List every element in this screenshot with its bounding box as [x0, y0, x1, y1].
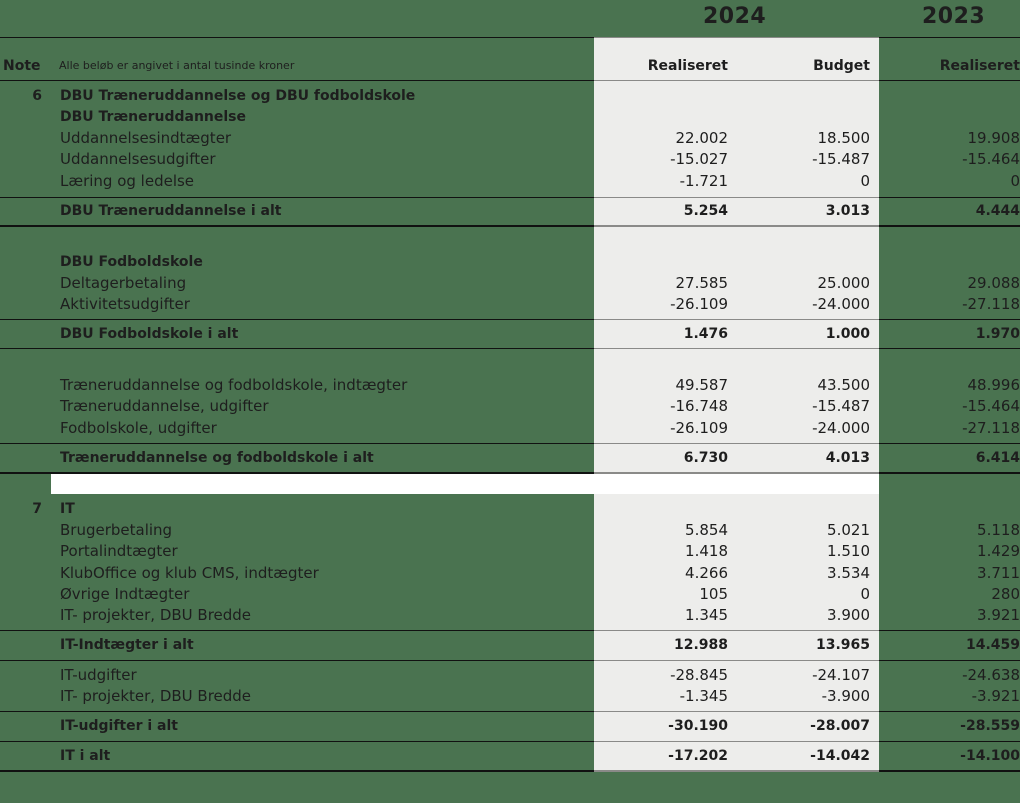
- value-2023-realiseret: 1.970: [975, 326, 1020, 342]
- table-row: [0, 149, 1020, 170]
- value-2023-realiseret: -24.638: [962, 666, 1020, 684]
- value-2024-realiseret: 4.266: [685, 564, 728, 582]
- value-2024-budget: 0: [860, 585, 870, 603]
- subtotal-row: [0, 635, 1020, 656]
- value-2024-realiseret: -26.109: [670, 419, 728, 437]
- value-2024-budget: 1.510: [827, 542, 870, 560]
- value-2024-realiseret: -17.202: [668, 748, 728, 764]
- divider: [0, 225, 1020, 227]
- value-2023-realiseret: 3.711: [977, 564, 1020, 582]
- value-2024-budget: 3.900: [827, 606, 870, 624]
- table-row: [0, 294, 1020, 315]
- row-label: Uddannelsesudgifter: [60, 150, 216, 168]
- value-2023-realiseret: 280: [991, 585, 1020, 603]
- value-2024-budget: 4.013: [825, 450, 870, 466]
- note-column-header: Note: [3, 58, 41, 74]
- table-row: [0, 418, 1020, 439]
- value-2024-realiseret: 49.587: [675, 376, 728, 394]
- col-header-2024-realiseret: Realiseret: [647, 58, 728, 74]
- table-row: [0, 520, 1020, 541]
- row-label: IT-udgifter: [60, 666, 137, 684]
- table-row: [0, 686, 1020, 707]
- subtotal-row: [0, 201, 1020, 222]
- value-2024-budget: 13.965: [815, 637, 870, 653]
- value-2023-realiseret: 4.444: [975, 203, 1020, 219]
- value-2024-budget: -15.487: [812, 150, 870, 168]
- table-row: [0, 171, 1020, 192]
- value-2023-realiseret: 48.996: [967, 376, 1020, 394]
- value-2024-realiseret: 5.254: [683, 203, 728, 219]
- value-2024-budget: -3.900: [821, 687, 870, 705]
- value-2024-realiseret: -16.748: [670, 397, 728, 415]
- value-2023-realiseret: -27.118: [962, 295, 1020, 313]
- table-row: [0, 86, 1020, 107]
- value-2024-realiseret: -1.721: [679, 172, 728, 190]
- table-row: [0, 396, 1020, 417]
- value-2024-realiseret: -28.845: [670, 666, 728, 684]
- divider: [0, 443, 1020, 444]
- table-row: [0, 584, 1020, 605]
- value-2024-realiseret: 1.418: [685, 542, 728, 560]
- divider: [0, 348, 1020, 349]
- table-row: [0, 605, 1020, 626]
- value-2024-realiseret: 27.585: [675, 274, 728, 292]
- value-2024-realiseret: -15.027: [670, 150, 728, 168]
- row-label: Fodbolskole, udgifter: [60, 419, 217, 437]
- value-2024-budget: 1.000: [825, 326, 870, 342]
- value-2023-realiseret: 6.414: [975, 450, 1020, 466]
- value-2024-budget: 3.013: [825, 203, 870, 219]
- value-2024-realiseret: -30.190: [668, 718, 728, 734]
- table-row: [0, 499, 1020, 520]
- row-label: Aktivitetsudgifter: [60, 295, 190, 313]
- value-2024-budget: 5.021: [827, 521, 870, 539]
- value-2024-budget: -14.042: [810, 748, 870, 764]
- table-row: [0, 541, 1020, 562]
- value-2024-budget: -15.487: [812, 397, 870, 415]
- value-2023-realiseret: 3.921: [977, 606, 1020, 624]
- table-row: [0, 107, 1020, 128]
- note-number: 7: [32, 501, 42, 517]
- divider: [0, 660, 1020, 661]
- value-2024-budget: 0: [860, 172, 870, 190]
- amount-unit-description: Alle beløb er angivet i antal tusinde kroner: [59, 59, 295, 72]
- value-2023-realiseret: -3.921: [971, 687, 1020, 705]
- value-2023-realiseret: -27.118: [962, 419, 1020, 437]
- value-2023-realiseret: 5.118: [977, 521, 1020, 539]
- row-label: Deltagerbetaling: [60, 274, 187, 292]
- divider: [0, 80, 1020, 81]
- row-label: IT- projekter, DBU Bredde: [60, 606, 252, 624]
- value-2024-realiseret: 105: [699, 585, 728, 603]
- col-header-2024-budget: Budget: [813, 58, 870, 74]
- value-2024-realiseret: 22.002: [675, 129, 728, 147]
- divider: [0, 770, 1020, 772]
- value-2024-budget: 25.000: [817, 274, 870, 292]
- value-2023-realiseret: -28.559: [960, 718, 1020, 734]
- row-label: DBU Træneruddannelse i alt: [60, 203, 282, 219]
- value-2024-budget: 43.500: [817, 376, 870, 394]
- value-2023-realiseret: -15.464: [962, 150, 1020, 168]
- row-label: DBU Træneruddannelse: [60, 109, 246, 125]
- divider: [0, 319, 1020, 320]
- value-2023-realiseret: 0: [1010, 172, 1020, 190]
- divider: [0, 711, 1020, 712]
- value-2024-realiseret: 6.730: [683, 450, 728, 466]
- section-separator: [51, 474, 879, 494]
- row-label: IT: [60, 501, 75, 517]
- row-label: Portalindtægter: [60, 542, 178, 560]
- year-2024-heading: 2024: [703, 4, 767, 29]
- row-label: IT- projekter, DBU Bredde: [60, 687, 252, 705]
- total-row: [0, 448, 1020, 469]
- table-row: [0, 665, 1020, 686]
- row-label: Uddannelsesindtægter: [60, 129, 232, 147]
- value-2023-realiseret: -14.100: [960, 748, 1020, 764]
- table-row: [0, 563, 1020, 584]
- value-2024-realiseret: 1.345: [685, 606, 728, 624]
- divider: [0, 630, 1020, 631]
- table-row: [0, 128, 1020, 149]
- value-2024-realiseret: 1.476: [683, 326, 728, 342]
- value-2023-realiseret: -15.464: [962, 397, 1020, 415]
- value-2024-realiseret: -1.345: [679, 687, 728, 705]
- value-2023-realiseret: 1.429: [977, 542, 1020, 560]
- value-2024-budget: -24.000: [812, 419, 870, 437]
- value-2024-realiseret: 5.854: [685, 521, 728, 539]
- row-label: Træneruddannelse og fodboldskole i alt: [60, 450, 374, 466]
- row-label: DBU Fodboldskole: [60, 254, 203, 270]
- row-label: DBU Fodboldskole i alt: [60, 326, 239, 342]
- note-number: 6: [32, 88, 42, 104]
- subtotal-row: [0, 324, 1020, 345]
- col-header-2023-realiseret: Realiseret: [939, 58, 1020, 74]
- row-label: Træneruddannelse og fodboldskole, indtægter: [60, 376, 408, 394]
- value-2024-budget: -24.000: [812, 295, 870, 313]
- total-row: [0, 746, 1020, 767]
- value-2023-realiseret: 14.459: [965, 637, 1020, 653]
- row-label: IT-udgifter i alt: [60, 718, 178, 734]
- row-label: IT-Indtægter i alt: [60, 637, 194, 653]
- row-label: IT i alt: [60, 748, 111, 764]
- value-2024-budget: 18.500: [817, 129, 870, 147]
- row-label: KlubOffice og klub CMS, indtægter: [60, 564, 319, 582]
- value-2023-realiseret: 19.908: [967, 129, 1020, 147]
- value-2024-budget: 3.534: [827, 564, 870, 582]
- row-label: Brugerbetaling: [60, 521, 173, 539]
- table-row: [0, 273, 1020, 294]
- value-2024-budget: -28.007: [810, 718, 870, 734]
- divider: [0, 37, 1020, 38]
- row-label: DBU Træneruddannelse og DBU fodboldskole: [60, 88, 416, 104]
- table-row: [0, 252, 1020, 273]
- divider: [0, 472, 1020, 474]
- row-label: Læring og ledelse: [60, 172, 195, 190]
- value-2024-realiseret: 12.988: [673, 637, 728, 653]
- subtotal-row: [0, 716, 1020, 737]
- value-2024-realiseret: -26.109: [670, 295, 728, 313]
- value-2024-budget: -24.107: [812, 666, 870, 684]
- row-label: Øvrige Indtægter: [60, 585, 190, 603]
- divider: [0, 741, 1020, 742]
- year-2023-heading: 2023: [922, 4, 986, 29]
- row-label: Træneruddannelse, udgifter: [60, 397, 269, 415]
- divider: [0, 197, 1020, 198]
- value-2023-realiseret: 29.088: [967, 274, 1020, 292]
- table-row: [0, 375, 1020, 396]
